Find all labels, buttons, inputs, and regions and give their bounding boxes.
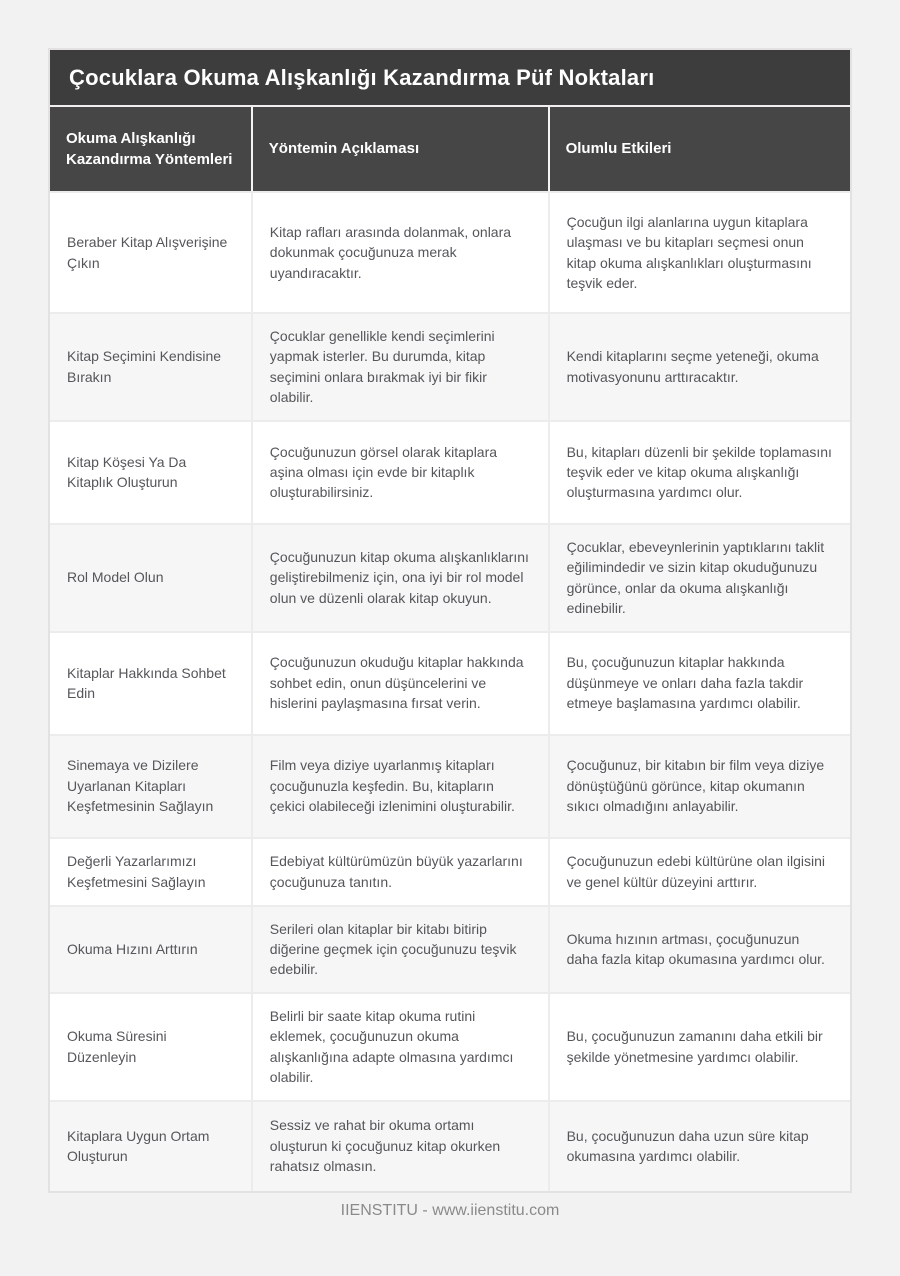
tips-table-card (48, 48, 852, 1193)
effects-cell: Bu, çocuğunuzun zamanını daha etkili bir şekilde yönetmesine yardımcı olabilir. (548, 992, 850, 1100)
effects-cell: Çocuğunuzun edebi kültürüne olan ilgisini ve genel kültür düzeyini arttırır. (548, 837, 850, 905)
description-cell: Belirli bir saate kitap okuma rutini eklemek, çocuğunuzun okuma alışkanlığına adapte olmasına yardımcı olabilir. (251, 992, 548, 1100)
table-row (50, 837, 850, 905)
column-header-effects: Olumlu Etkileri (548, 107, 850, 191)
description-cell: Kitap rafları arasında dolanmak, onlara dokunmak çocuğunuza merak uyandıracaktır. (251, 191, 548, 312)
table-row (50, 191, 850, 312)
description-cell: Serileri olan kitaplar bir kitabı bitirip diğerine geçmek için çocuğunuzu teşvik edebilir. (251, 905, 548, 992)
description-cell: Çocuğunuzun okuduğu kitaplar hakkında sohbet edin, onun düşüncelerini ve hislerini paylaşmasına fırsat verin. (251, 631, 548, 734)
method-cell: Kitap Seçimini Kendisine Bırakın (50, 312, 251, 420)
table-header-row (50, 107, 850, 191)
effects-cell: Çocuğun ilgi alanlarına uygun kitaplara ulaşması ve bu kitapları seçmesi onun kitap okuma alışkanlıkları oluşturmasını teşvik eder. (548, 191, 850, 312)
description-cell: Çocuğunuzun kitap okuma alışkanlıklarını geliştirebilmeniz için, ona iyi bir rol model olun ve düzenli olarak kitap okuyun. (251, 523, 548, 631)
method-cell: Okuma Süresini Düzenleyin (50, 992, 251, 1100)
footer-credit: IIENSTITU - www.iienstitu.com (340, 1202, 560, 1219)
description-cell: Edebiyat kültürümüzün büyük yazarlarını çocuğunuza tanıtın. (251, 837, 548, 905)
method-cell: Rol Model Olun (50, 523, 251, 631)
method-cell: Beraber Kitap Alışverişine Çıkın (50, 191, 251, 312)
description-cell: Çocuklar genellikle kendi seçimlerini yapmak isterler. Bu durumda, kitap seçimini onlara bırakmak iyi bir fikir olabilir. (251, 312, 548, 420)
method-cell: Kitaplar Hakkında Sohbet Edin (50, 631, 251, 734)
column-header-methods: Okuma Alışkanlığı Kazandırma Yöntemleri (50, 107, 251, 191)
effects-cell: Kendi kitaplarını seçme yeteneği, okuma motivasyonunu arttıracaktır. (548, 312, 850, 420)
table-row (50, 420, 850, 523)
description-cell: Çocuğunuzun görsel olarak kitaplara aşina olması için evde bir kitaplık oluşturabilirsiniz. (251, 420, 548, 523)
description-cell: Film veya diziye uyarlanmış kitapları çocuğunuzla keşfedin. Bu, kitapların çekici olabileceği izlenimini oluşturabilir. (251, 734, 548, 837)
effects-cell: Çocuğunuz, bir kitabın bir film veya diziye dönüştüğünü görünce, kitap okumanın sıkıcı olmadığını anlayabilir. (548, 734, 850, 837)
tips-table (50, 107, 850, 1191)
effects-cell: Bu, çocuğunuzun daha uzun süre kitap okumasına yardımcı olabilir. (548, 1100, 850, 1191)
method-cell: Okuma Hızını Arttırın (50, 905, 251, 992)
effects-cell: Çocuklar, ebeveynlerinin yaptıklarını taklit eğilimindedir ve sizin kitap okuduğunuzu görünce, onlar da okuma alışkanlığı edinebilir. (548, 523, 850, 631)
effects-cell: Bu, çocuğunuzun kitaplar hakkında düşünmeye ve onları daha fazla takdir etmeye başlamasına yardımcı olabilir. (548, 631, 850, 734)
table-row (50, 312, 850, 420)
method-cell: Kitaplara Uygun Ortam Oluşturun (50, 1100, 251, 1191)
description-cell: Sessiz ve rahat bir okuma ortamı oluşturun ki çocuğunuz kitap okurken rahatsız olmasın. (251, 1100, 548, 1191)
method-cell: Kitap Köşesi Ya Da Kitaplık Oluşturun (50, 420, 251, 523)
table-row (50, 631, 850, 734)
table-row (50, 523, 850, 631)
effects-cell: Bu, kitapları düzenli bir şekilde toplamasını teşvik eder ve kitap okuma alışkanlığı oluşturmasına yardımcı olur. (548, 420, 850, 523)
table-row (50, 905, 850, 992)
effects-cell: Okuma hızının artması, çocuğunuzun daha fazla kitap okumasına yardımcı olur. (548, 905, 850, 992)
method-cell: Sinemaya ve Dizilere Uyarlanan Kitapları Keşfetmesinin Sağlayın (50, 734, 251, 837)
column-header-description: Yöntemin Açıklaması (251, 107, 548, 191)
table-row (50, 992, 850, 1100)
page-title: Çocuklara Okuma Alışkanlığı Kazandırma Püf Noktaları (50, 50, 850, 107)
table-row (50, 1100, 850, 1191)
method-cell: Değerli Yazarlarımızı Keşfetmesini Sağlayın (50, 837, 251, 905)
table-row (50, 734, 850, 837)
